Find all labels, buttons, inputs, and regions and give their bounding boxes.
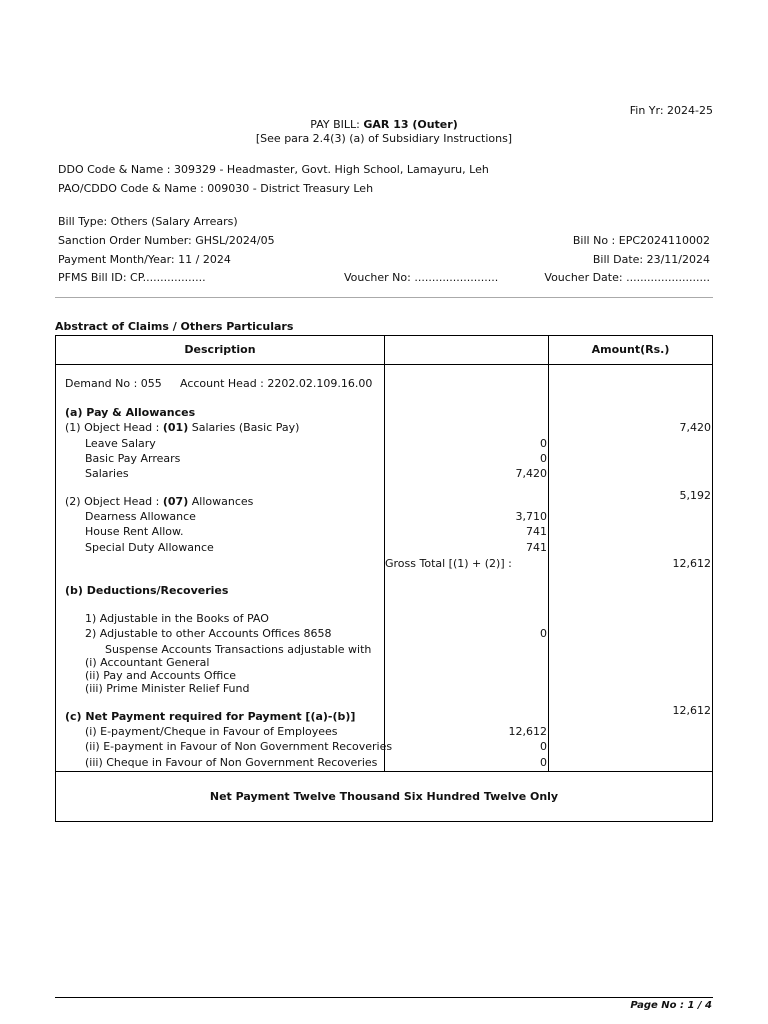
gross-total-amount: 12,612 xyxy=(672,557,711,570)
salaries-label: Salaries xyxy=(85,467,129,480)
epayment-employees-value: 12,612 xyxy=(508,725,547,738)
fin-year: Fin Yr: 2024-25 xyxy=(629,104,713,117)
sanction-order: Sanction Order Number: GHSL/2024/05 xyxy=(58,234,275,247)
deduction-other-offices: 2) Adjustable to other Accounts Offices 8658 xyxy=(85,627,332,640)
voucher-date: Voucher Date: ........................ xyxy=(544,271,710,284)
house-rent-value: 741 xyxy=(526,525,547,538)
epayment-employees-label: (i) E-payment/Cheque in Favour of Employees xyxy=(85,725,338,738)
section-a-heading: (a) Pay & Allowances xyxy=(65,406,196,419)
page-subtitle: [See para 2.4(3) (a) of Subsidiary Instructions] xyxy=(255,132,513,145)
section-c-heading: (c) Net Payment required for Payment [(a)-(b)] xyxy=(65,710,356,723)
salaries-value: 7,420 xyxy=(515,467,547,480)
footer-divider xyxy=(55,997,713,998)
gross-total-label: Gross Total [(1) + (2)] : xyxy=(385,557,512,570)
suspense-pm-relief-fund: (iii) Prime Minister Relief Fund xyxy=(85,682,250,695)
payment-month: Payment Month/Year: 11 / 2024 xyxy=(58,253,231,266)
pfms-bill-id: PFMS Bill ID: CP.................. xyxy=(58,271,206,284)
col-header-amount: Amount(Rs.) xyxy=(591,343,670,356)
section-b-heading: (b) Deductions/Recoveries xyxy=(65,584,229,597)
net-payment-amount: 12,612 xyxy=(672,704,711,717)
object-head-07: (2) Object Head : (07) Allowances xyxy=(65,495,254,508)
leave-salary-label: Leave Salary xyxy=(85,437,156,450)
house-rent-label: House Rent Allow. xyxy=(85,525,184,538)
suspense-accountant-general: (i) Accountant General xyxy=(85,656,210,669)
table-col-divider-1 xyxy=(384,335,385,772)
table-border-right xyxy=(712,335,713,822)
deduction-other-offices-value: 0 xyxy=(540,627,547,640)
epayment-non-govt-value: 0 xyxy=(540,740,547,753)
pao-code-name: PAO/CDDO Code & Name : 009030 - District Treasury Leh xyxy=(58,182,374,195)
cheque-non-govt-value: 0 xyxy=(540,756,547,769)
special-duty-value: 741 xyxy=(526,541,547,554)
basic-pay-arrears-value: 0 xyxy=(540,452,547,465)
info-divider xyxy=(55,297,713,298)
cheque-non-govt-label: (iii) Cheque in Favour of Non Government Recoveries xyxy=(85,756,378,769)
title-form: GAR 13 (Outer) xyxy=(363,118,458,131)
bill-date: Bill Date: 23/11/2024 xyxy=(592,253,710,266)
suspense-accounts: Suspense Accounts Transactions adjustable with xyxy=(105,643,372,656)
abstract-heading: Abstract of Claims / Others Particulars xyxy=(55,320,294,333)
special-duty-label: Special Duty Allowance xyxy=(85,541,214,554)
object-head-01-amount: 7,420 xyxy=(679,421,711,434)
page-title xyxy=(0,118,768,132)
bill-type: Bill Type: Others (Salary Arrears) xyxy=(58,215,238,228)
table-border-left xyxy=(55,335,56,822)
account-head: Account Head : 2202.02.109.16.00 xyxy=(180,377,373,390)
object-head-07-amount: 5,192 xyxy=(679,489,711,502)
object-head-01: (1) Object Head : (01) Salaries (Basic Pay) xyxy=(65,421,300,434)
dearness-allowance-label: Dearness Allowance xyxy=(85,510,196,523)
leave-salary-value: 0 xyxy=(540,437,547,450)
table-col-divider-2 xyxy=(548,335,549,772)
ddo-code-name: DDO Code & Name : 309329 - Headmaster, Govt. High School, Lamayuru, Leh xyxy=(58,163,489,176)
suspense-pay-accounts-office: (ii) Pay and Accounts Office xyxy=(85,669,237,682)
dearness-allowance-value: 3,710 xyxy=(515,510,547,523)
demand-number: Demand No : 055 xyxy=(65,377,162,390)
voucher-number: Voucher No: ........................ xyxy=(344,271,499,284)
bill-number: Bill No : EPC2024110002 xyxy=(572,234,710,247)
net-payment-words: Net Payment Twelve Thousand Six Hundred Twelve Only xyxy=(209,790,559,803)
epayment-non-govt-label: (ii) E-payment in Favour of Non Government Recoveries xyxy=(85,740,393,753)
deduction-pao: 1) Adjustable in the Books of PAO xyxy=(85,612,269,625)
title-prefix: PAY BILL: xyxy=(310,118,364,131)
table-border-bottom xyxy=(55,821,713,822)
col-header-description: Description xyxy=(184,343,256,356)
page-number: Page No : 1 / 4 xyxy=(630,1000,712,1011)
basic-pay-arrears-label: Basic Pay Arrears xyxy=(85,452,181,465)
